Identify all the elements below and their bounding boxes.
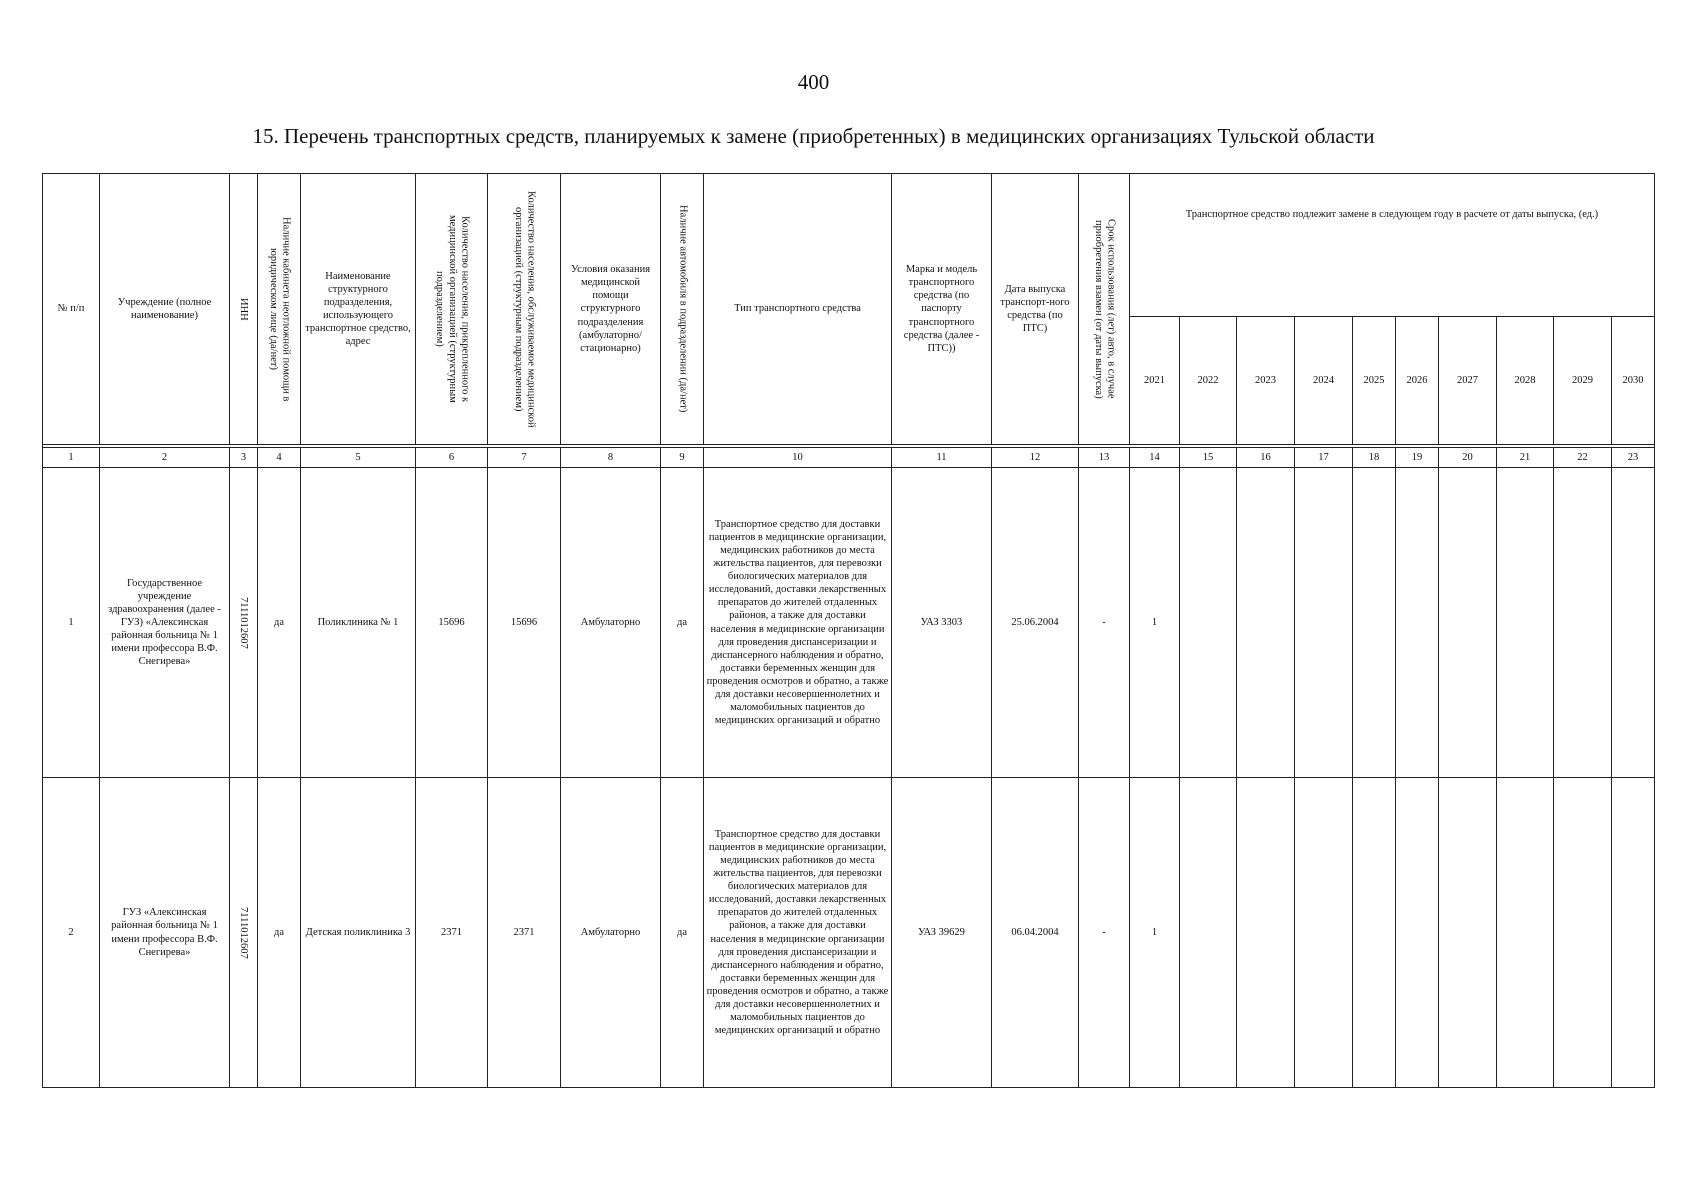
year-header: 2024 <box>1295 317 1353 445</box>
header-attached: Количество населения, прикрепленного к медицинской организацией (структурным подразделением) <box>416 174 488 445</box>
year-cell <box>1295 778 1353 1088</box>
served-population: 15696 <box>488 468 561 778</box>
column-number: 1 <box>43 448 100 468</box>
column-number: 15 <box>1180 448 1237 468</box>
year-cell <box>1353 778 1396 1088</box>
org-name: ГУЗ «Алексинская районная больница № 1 имени профессора В.Ф. Снегирева» <box>100 778 230 1088</box>
year-cell <box>1439 778 1497 1088</box>
year-cell <box>1180 468 1237 778</box>
year-cell <box>1612 468 1655 778</box>
column-number: 14 <box>1130 448 1180 468</box>
header-subdivision: Наименование структурного подразделения, использующего транспортное средство, адрес <box>301 174 416 445</box>
column-number: 19 <box>1396 448 1439 468</box>
attached-population: 2371 <box>416 778 488 1088</box>
header-cabinet: Наличие кабинета неотложной помощи в юридическом лице (да/нет) <box>258 174 301 445</box>
column-number: 17 <box>1295 448 1353 468</box>
org-name: Государственное учреждение здравоохранения (далее - ГУЗ) «Алексинская районная больница № 1 имени профессора В.Ф. Снегирева» <box>100 468 230 778</box>
column-number: 8 <box>561 448 661 468</box>
column-number: 11 <box>892 448 992 468</box>
page-number: 400 <box>797 70 830 94</box>
document-title: 15. Перечень транспортных средств, планируемых к замене (приобретенных) в медицинских организациях Тульской области <box>252 124 1375 148</box>
header-type: Тип транспортного средства <box>704 174 892 445</box>
year-cell <box>1237 468 1295 778</box>
row-number: 1 <box>43 468 100 778</box>
year-cell <box>1554 468 1612 778</box>
has-car: да <box>661 778 704 1088</box>
header-row-1 <box>43 174 1655 317</box>
conditions: Амбулаторно <box>561 468 661 778</box>
year-cell <box>1295 468 1353 778</box>
column-number: 5 <box>301 448 416 468</box>
column-number: 7 <box>488 448 561 468</box>
subdivision: Детская поликлиника 3 <box>301 778 416 1088</box>
subdivision: Поликлиника № 1 <box>301 468 416 778</box>
header-inn: ИНН <box>230 174 258 445</box>
column-number-row <box>43 448 1655 468</box>
year-cell <box>1612 778 1655 1088</box>
column-number: 6 <box>416 448 488 468</box>
year-header: 2021 <box>1130 317 1180 445</box>
column-number: 2 <box>100 448 230 468</box>
year-header: 2027 <box>1439 317 1497 445</box>
header-date: Дата выпуска транспорт-ного средства (по ПТС) <box>992 174 1079 445</box>
vehicles-table <box>42 173 1655 1088</box>
year-cell <box>1180 778 1237 1088</box>
year-cell <box>1497 468 1554 778</box>
year-header: 2029 <box>1554 317 1612 445</box>
inn: 7111012607 <box>230 778 258 1088</box>
inn: 7111012607 <box>230 468 258 778</box>
row-number: 2 <box>43 778 100 1088</box>
release-date: 25.06.2004 <box>992 468 1079 778</box>
release-date: 06.04.2004 <box>992 778 1079 1088</box>
column-number: 16 <box>1237 448 1295 468</box>
usage-term: - <box>1079 778 1130 1088</box>
year-2021-value: 1 <box>1130 468 1180 778</box>
year-cell <box>1554 778 1612 1088</box>
header-replacement-year: Транспортное средство подлежит замене в следующем году в расчете от даты выпуска, (ед.) <box>1130 174 1655 317</box>
year-header: 2028 <box>1497 317 1554 445</box>
year-cell <box>1396 468 1439 778</box>
column-number: 4 <box>258 448 301 468</box>
year-header: 2026 <box>1396 317 1439 445</box>
table-row <box>43 778 1655 1088</box>
cabinet: да <box>258 468 301 778</box>
table-row <box>43 468 1655 778</box>
header-num: № п/п <box>43 174 100 445</box>
has-car: да <box>661 468 704 778</box>
year-header: 2025 <box>1353 317 1396 445</box>
vehicle-type: Транспортное средство для доставки пациентов в медицинские организации, медицинских работников до места жительства пациентов, для перевозки биологических материалов для исследований, доставки лекарственных препаратов до жителей отдаленных районов, а также для доставки населения в медицинские организации для проведения диспансеризации и диспансерного наблюдения и обратно, доставки беременных женщин для проведения осмотров и обратно, а также для доставки несовершеннолетних и маломобильных пациентов до медицинских организаций и обратно <box>704 468 892 778</box>
header-served: Количество населения, обслуживаемое медицинской организацией (структурным подразделением) <box>488 174 561 445</box>
year-cell <box>1237 778 1295 1088</box>
cabinet: да <box>258 778 301 1088</box>
attached-population: 15696 <box>416 468 488 778</box>
column-number: 23 <box>1612 448 1655 468</box>
header-has-car: Наличие автомобиля в подразделении (да/нет) <box>661 174 704 445</box>
year-header: 2023 <box>1237 317 1295 445</box>
column-number: 21 <box>1497 448 1554 468</box>
column-number: 22 <box>1554 448 1612 468</box>
header-term: Срок использования (лет) авто, в случае приобретения взамен (от даты выпуска) <box>1079 174 1130 445</box>
vehicle-model: УАЗ 39629 <box>892 778 992 1088</box>
column-number: 18 <box>1353 448 1396 468</box>
vehicle-model: УАЗ 3303 <box>892 468 992 778</box>
column-number: 20 <box>1439 448 1497 468</box>
vehicle-type: Транспортное средство для доставки пациентов в медицинские организации, медицинских работников до места жительства пациентов, для перевозки биологических материалов для исследований, доставки лекарственных препаратов до жителей отдаленных районов, а также для доставки населения в медицинские организации для проведения диспансеризации и диспансерного наблюдения и обратно, доставки беременных женщин для проведения осмотров и обратно, а также для доставки несовершеннолетних и маломобильных пациентов до медицинских организаций и обратно <box>704 778 892 1088</box>
year-cell <box>1353 468 1396 778</box>
usage-term: - <box>1079 468 1130 778</box>
year-cell <box>1497 778 1554 1088</box>
header-conditions: Условия оказания медицинской помощи структурного подразделения (амбулаторно/ стационарно) <box>561 174 661 445</box>
header-org: Учреждение (полное наименование) <box>100 174 230 445</box>
served-population: 2371 <box>488 778 561 1088</box>
year-2021-value: 1 <box>1130 778 1180 1088</box>
column-number: 12 <box>992 448 1079 468</box>
column-number: 13 <box>1079 448 1130 468</box>
conditions: Амбулаторно <box>561 778 661 1088</box>
column-number: 9 <box>661 448 704 468</box>
column-number: 3 <box>230 448 258 468</box>
year-cell <box>1396 778 1439 1088</box>
year-header: 2022 <box>1180 317 1237 445</box>
year-header: 2030 <box>1612 317 1655 445</box>
header-model: Марка и модель транспортного средства (по паспорту транспортного средства (далее - ПТС)) <box>892 174 992 445</box>
column-number: 10 <box>704 448 892 468</box>
year-cell <box>1439 468 1497 778</box>
